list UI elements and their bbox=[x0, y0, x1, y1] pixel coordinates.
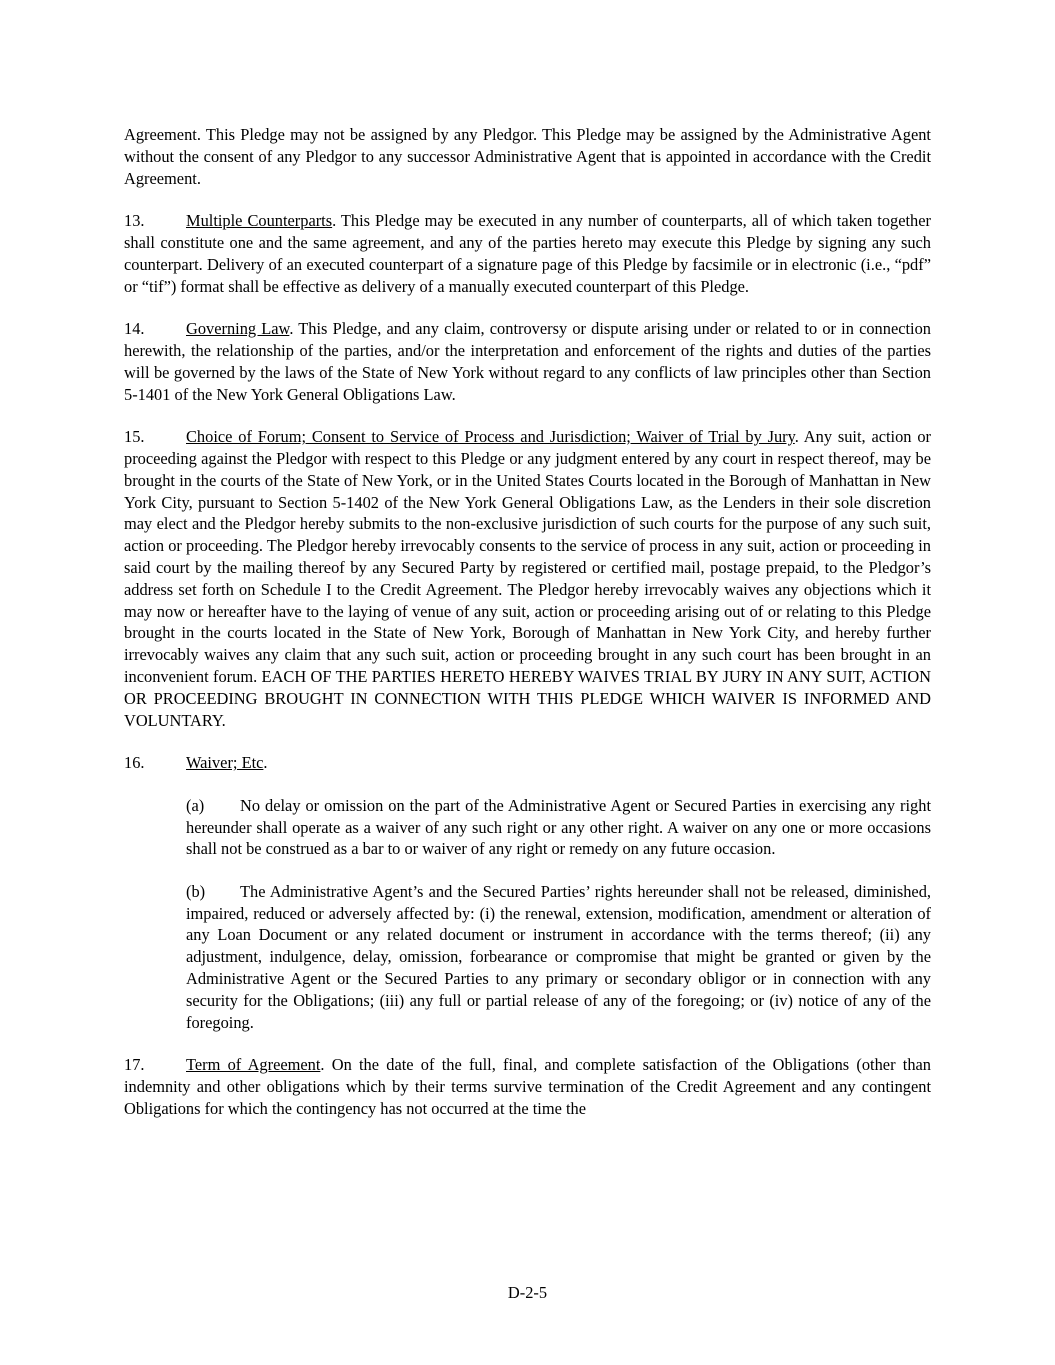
section-13-number: 13. bbox=[124, 211, 145, 231]
section-17 bbox=[124, 1054, 931, 1119]
section-17-number: 17. bbox=[124, 1055, 145, 1075]
section-16-a-label: (a) bbox=[186, 795, 205, 815]
section-16-a-text: No delay or omission on the part of the Administrative Agent or Secured Parties in exercising any right hereunder shall operate as a waiver of any such right or any other right. A waiver on any one or more occasions shall not be construed as a bar to or waiver of any right or remedy on any future occasion. bbox=[186, 795, 931, 859]
section-17-body: . On the date of the full, final, and complete satisfaction of the Obligations (other than indemnity and other obligations which by their terms survive termination of the Credit Agreement and any contingent Obligations for which the contingency has not occurred at the time the bbox=[124, 1055, 931, 1118]
section-14-body: . This Pledge, and any claim, controversy or dispute arising under or related to or in connection herewith, the relationship of the parties, and/or the interpretation and enforcement of the rights and duties of the parties will be governed by the laws of the State of New York without regard to any conflicts of law principles other than Section 5-1401 of the New York General Obligations Law. bbox=[124, 319, 931, 404]
section-16-b-label: (b) bbox=[186, 881, 206, 901]
page-footer bbox=[0, 1282, 1055, 1304]
carryover-text: Agreement. This Pledge may not be assigned by any Pledgor. This Pledge may be assigned by the Administrative Agent without the consent of any Pledgor to any successor Administrative Agent that is appointed in accordance with the Credit Agreement. bbox=[124, 125, 931, 188]
section-15-number: 15. bbox=[124, 427, 145, 447]
section-16-period: . bbox=[263, 753, 268, 773]
section-14-number: 14. bbox=[124, 319, 145, 339]
section-14-heading: Governing Law bbox=[186, 319, 290, 339]
section-13-body: . This Pledge may be executed in any number of counterparts, all of which taken together shall constitute one and the same agreement, and any of the parties hereto may execute this Pledge by signing any such counterpart. Delivery of an executed counterpart of a signature page of this Pledge by facsimile or in electronic (i.e., “pdf” or “tif”) format shall be effective as delivery of a manually executed counterpart of this Pledge. bbox=[124, 211, 931, 296]
page-number: D-2-5 bbox=[507, 1283, 548, 1302]
section-13 bbox=[124, 210, 931, 297]
section-16-heading: Waiver; Etc bbox=[186, 753, 264, 773]
section-15-heading: Choice of Forum; Consent to Service of Process and Jurisdiction; Waiver of Trial by Jury bbox=[186, 427, 795, 447]
section-16-number: 16. bbox=[124, 753, 145, 773]
section-15-body: . Any suit, action or proceeding against the Pledgor with respect to this Pledge or any judgment entered by any court in respect thereof, may be brought in the courts of the State of New York, or in the United States Courts located in the Borough of Manhattan in New York City, pursuant to Section 5-1402 of the New York General Obligations Law, as the Lenders in their sole discretion may elect and the Pledgor hereby submits to the non-exclusive jurisdiction of such courts for the purpose of any such suit, action or proceeding. The Pledgor hereby irrevocably consents to the service of process in any suit, action or proceeding in said court by the mailing thereof by any Secured Party by registered or certified mail, postage prepaid, to the Pledgor’s address set forth on Schedule I to the Credit Agreement. The Pledgor hereby irrevocably waives any objections which it may now or hereafter have to the laying of venue of any suit, action or proceeding arising out of or relating to this Pledge brought in the courts located in the State of New York, Borough of Manhattan in New York City, and hereby further irrevocably waives any claim that any such suit, action or proceeding brought in any such court has been brought in an inconvenient forum. EACH OF THE PARTIES HERETO HEREBY WAIVES TRIAL BY JURY IN ANY SUIT, ACTION OR PROCEEDING BROUGHT IN CONNECTION WITH THIS PLEDGE WHICH WAIVER IS INFORMED AND VOLUNTARY. bbox=[124, 427, 931, 730]
carryover-paragraph bbox=[124, 124, 931, 189]
section-16-a bbox=[186, 795, 931, 860]
section-16-b-text: The Administrative Agent’s and the Secured Parties’ rights hereunder shall not be released, diminished, impaired, reduced or adversely affected by: (i) the renewal, extension, modification, amendment or alteration of any Loan Document or any related document or instrument in accordance with the terms thereof; (ii) any adjustment, indulgence, delay, omission, forbearance or compromise that might be granted or given by the Administrative Agent or the Secured Parties to any primary or secondary obligor or in connection with any security for the Obligations; (iii) any full or partial release of any of the foregoing; or (iv) notice of any of the foregoing. bbox=[186, 881, 931, 1032]
section-14 bbox=[124, 318, 931, 405]
section-15 bbox=[124, 426, 931, 731]
section-16-b bbox=[186, 881, 931, 1034]
document-page bbox=[124, 124, 931, 1140]
section-16 bbox=[124, 752, 931, 774]
section-17-heading: Term of Agreement bbox=[186, 1055, 321, 1075]
section-13-heading: Multiple Counterparts bbox=[186, 211, 333, 231]
